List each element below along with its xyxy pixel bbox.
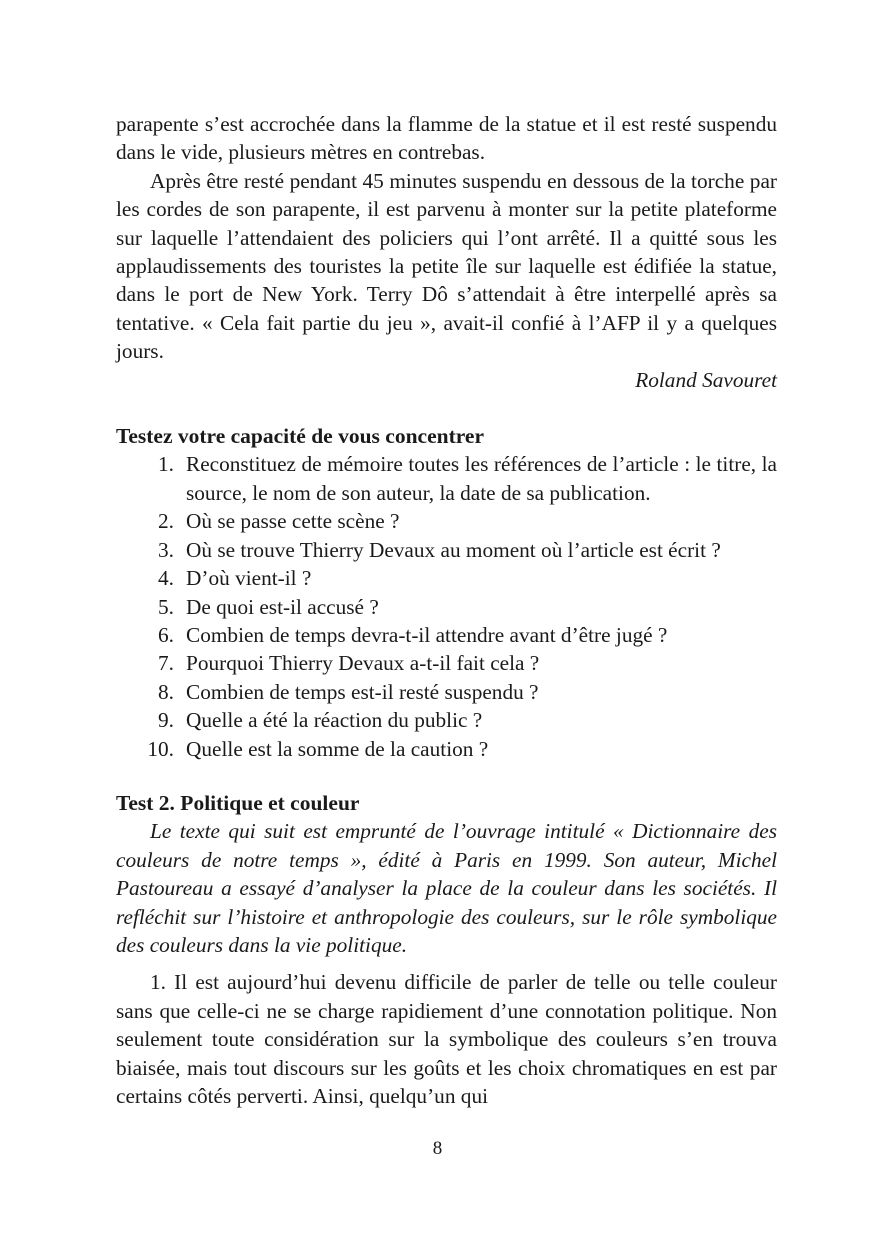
test-2-heading: Test 2. Politique et couleur	[116, 790, 360, 815]
question-item	[116, 450, 777, 507]
question-item	[116, 507, 777, 535]
question-item	[116, 621, 777, 649]
question-text: Combien de temps devra-t-il attendre avant d’être jugé ?	[186, 622, 668, 647]
question-number: 6.	[158, 622, 174, 647]
question-number: 2.	[158, 509, 174, 534]
question-text: De quoi est-il accusé ?	[186, 594, 379, 619]
page-number: 8	[432, 1138, 443, 1159]
question-number: 3.	[158, 537, 174, 562]
question-number: 10.	[147, 736, 174, 761]
question-text: Où se trouve Thierry Devaux au moment où l’article est écrit ?	[186, 537, 721, 562]
question-number: 1.	[158, 452, 174, 477]
page-content	[116, 110, 777, 1110]
question-item	[116, 706, 777, 734]
question-text: D’où vient-il ?	[186, 566, 312, 591]
question-number: 8.	[158, 679, 174, 704]
question-text: Reconstituez de mémoire toutes les références de l’article : le titre, la source, le nom de son auteur, la date de sa publication.	[186, 452, 777, 505]
question-list	[116, 450, 777, 762]
question-text: Combien de temps est-il resté suspendu ?	[186, 679, 539, 704]
question-item	[116, 735, 777, 763]
question-item	[116, 678, 777, 706]
question-item	[116, 564, 777, 592]
question-item	[116, 593, 777, 621]
article-paragraph-continuation: parapente s’est accrochée dans la flamme de la statue et il est resté suspendu dans le vide, plusieurs mètres en contrebas.	[116, 112, 777, 165]
question-text: Où se passe cette scène ?	[186, 509, 400, 534]
concentration-test-heading: Testez votre capacité de vous concentrer	[116, 424, 484, 449]
test-2-paragraph: 1. Il est aujourd’hui devenu difficile de parler de telle ou telle couleur sans que celle-ci ne se charge rapidiement d’une connotation politique. Non seulement toute considération sur la symbolique des couleurs s’en trouva biaisée, mais tout discours sur les goûts et les choix chromatiques en est par certains côtés perverti. Ainsi, quelqu’un qui	[116, 970, 777, 1108]
question-number: 9.	[158, 708, 174, 733]
question-text: Quelle est la somme de la caution ?	[186, 736, 489, 761]
test-2-intro: Le texte qui suit est emprunté de l’ouvrage intitulé « Dictionnaire des couleurs de notre temps », édité à Paris en 1999. Son auteur, Michel Pastoureau a essayé d’analyser la place de la couleur dans les sociétés. Il refléchit sur l’histoire et anthropologie des couleurs, sur le rôle symbolique des couleurs dans la vie politique.	[116, 819, 777, 957]
article-author: Roland Savouret	[635, 367, 777, 392]
question-number: 5.	[158, 594, 174, 619]
question-item	[116, 649, 777, 677]
question-number: 4.	[158, 566, 174, 591]
question-text: Pourquoi Thierry Devaux a-t-il fait cela ?	[186, 651, 540, 676]
question-text: Quelle a été la réaction du public ?	[186, 708, 483, 733]
article-paragraph: Après être resté pendant 45 minutes suspendu en dessous de la torche par les cordes de son parapente, il est parvenu à monter sur la petite plateforme sur laquelle l’attendaient des policiers qui l’ont arrêté. Il a quitté sous les applaudissements des touristes la petite île sur laquelle est édifiée la statue, dans le port de New York. Terry Dô s’attendait à être interpellé après sa tentative. « Cela fait partie du jeu », avait-il confié à l’AFP il y a quelques jours.	[116, 168, 777, 364]
question-item	[116, 536, 777, 564]
question-number: 7.	[158, 651, 174, 676]
